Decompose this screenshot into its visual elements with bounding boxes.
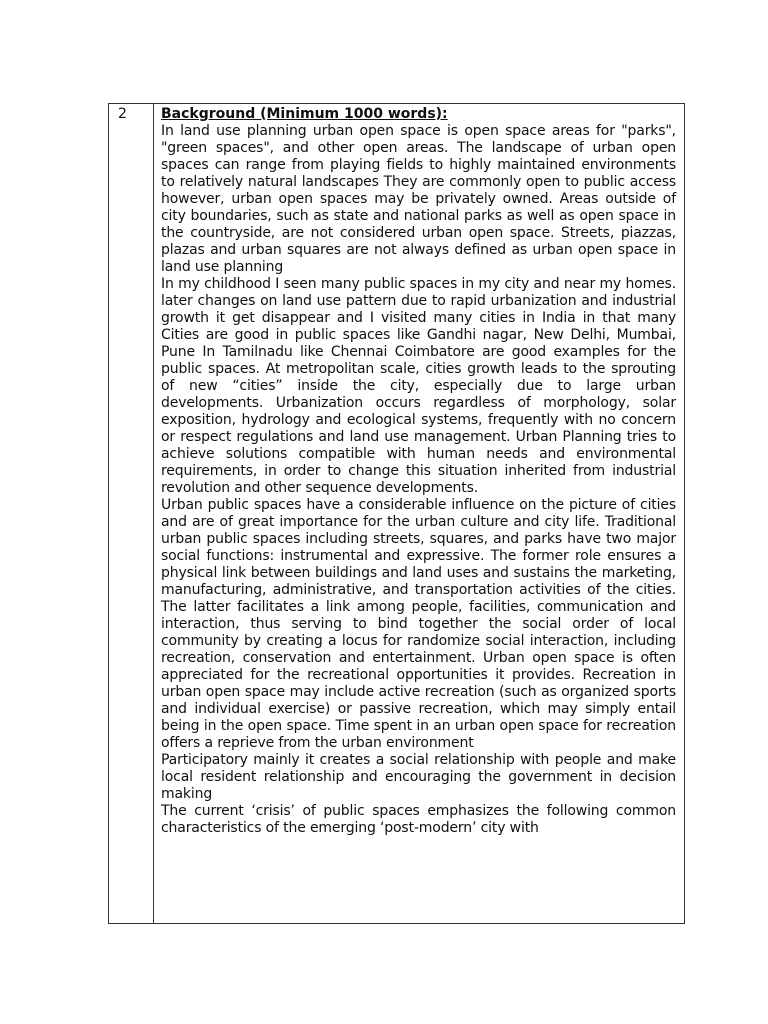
content-table (108, 103, 685, 924)
section-heading: Background (Minimum 1000 words): (161, 106, 448, 122)
paragraph-2: In my childhood I seen many public spaces in my city and near my homes. later changes on land use pattern due to rapid urbanization and industrial growth it get disappear and I visited many cities in India in that many Cities are good in public spaces like Gandhi nagar, New Delhi, Mumbai, Pune In Tamilnadu like Chennai Coimbatore are good examples for the public spaces. At metropolitan scale, cities growth leads to the sprouting of new “cities” inside the city, especially due to large urban developments. Urbanization occurs regardless of morphology, solar exposition, hydrology and ecological systems, frequently with no concern or respect regulations and land use management. Urban Planning tries to achieve solutions compatible with human needs and environmental requirements, in order to change this situation inherited from industrial revolution and other sequence developments. (161, 276, 676, 496)
content-cell (154, 104, 684, 923)
paragraph-3: Urban public spaces have a considerable influence on the picture of cities and are of great importance for the urban culture and city life. Traditional urban public spaces including streets, squares, and parks have two major social functions: instrumental and expressive. The former role ensures a physical link between buildings and land uses and sustains the marketing, manufacturing, administrative, and transportation activities of the cities. The latter facilitates a link among people, facilities, communication and interaction, thus serving to bind together the social order of local community by creating a locus for randomize social interaction, including recreation, conservation and entertainment. Urban open space is often appreciated for the recreational opportunities it provides. Recreation in urban open space may include active recreation (such as organized sports and individual exercise) or passive recreation, which may simply entail being in the open space. Time spent in an urban open space for recreation offers a reprieve from the urban environment (161, 497, 676, 751)
row-number: 2 (109, 104, 154, 923)
paragraph-5: The current ‘crisis’ of public spaces emphasizes the following common characteristics of the emerging ‘post-modern’ city with (161, 803, 676, 836)
paragraph-4: Participatory mainly it creates a social relationship with people and make local resident relationship and encouraging the government in decision making (161, 752, 676, 802)
paragraph-1: In land use planning urban open space is open space areas for "parks", "green spaces", and other open areas. The landscape of urban open spaces can range from playing fields to highly maintained environments to relatively natural landscapes They are commonly open to public access however, urban open spaces may be privately owned. Areas outside of city boundaries, such as state and national parks as well as open space in the countryside, are not considered urban open space. Streets, piazzas, plazas and urban squares are not always defined as urban open space in land use planning (161, 123, 676, 275)
